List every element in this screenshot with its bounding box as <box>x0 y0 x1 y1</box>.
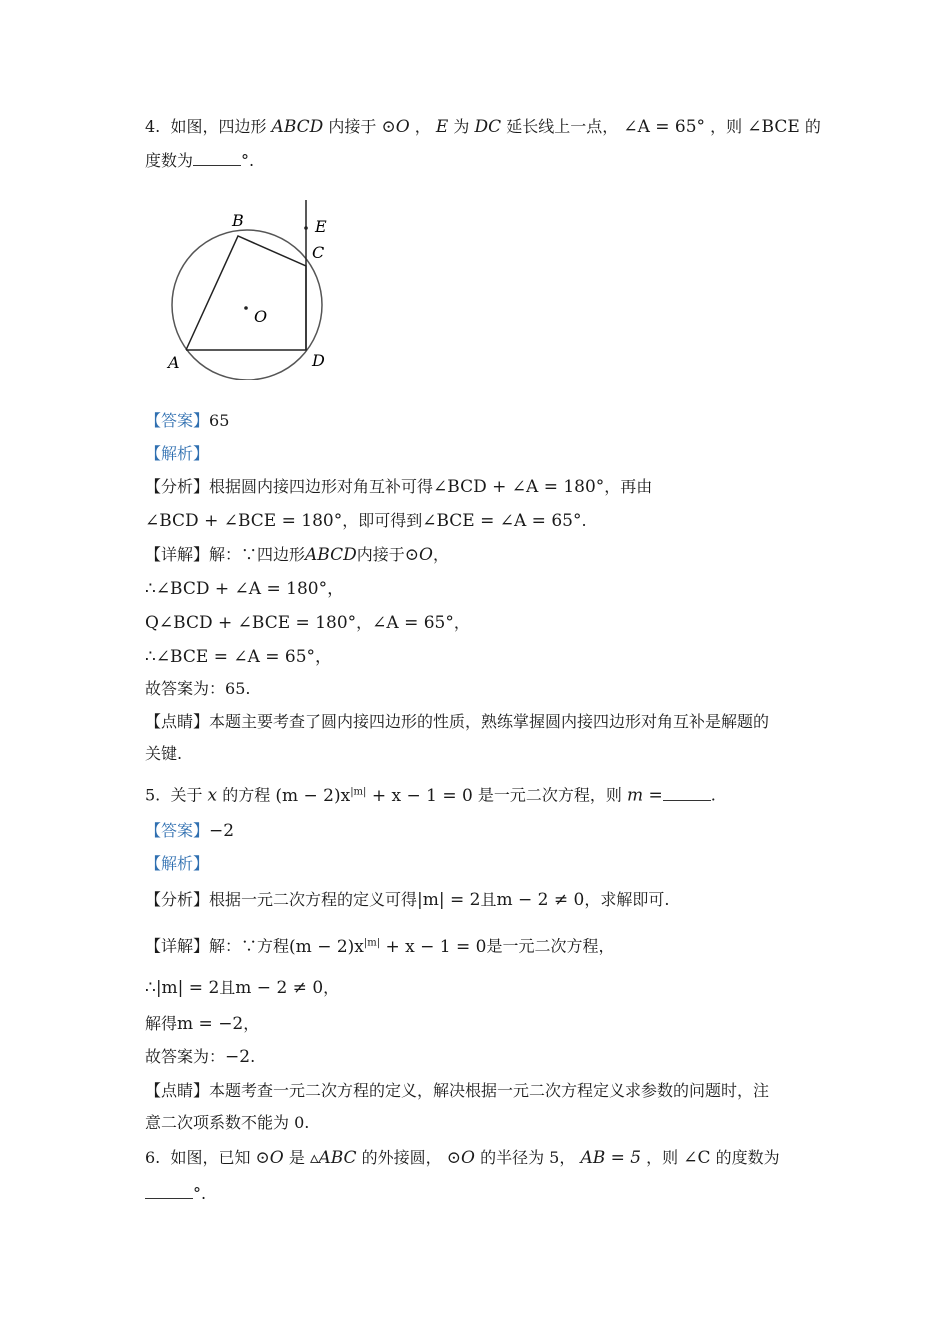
q4-step4 <box>145 678 250 700</box>
q5-dianjing-line2: 意二次项系数不能为 0. <box>145 1113 310 1132</box>
text: 是一元二次方程， <box>486 936 615 956</box>
q4-fenxi-line1 <box>145 476 652 498</box>
q4-analysis-tag <box>145 443 209 465</box>
text: ， <box>243 1014 260 1033</box>
q5-step3 <box>145 1046 255 1068</box>
math: −2 <box>225 1047 251 1067</box>
text: ，求解即可. <box>584 890 670 909</box>
math: (m − 2)x <box>275 785 351 806</box>
math: ∴|m| = 2 <box>145 978 220 998</box>
math: + x − 1 = 0 <box>366 785 473 806</box>
q4-stem-line1 <box>145 116 821 138</box>
q5-step2 <box>145 1013 259 1035</box>
math: AB = 5 <box>580 1148 642 1168</box>
math: m = −2 <box>177 1014 244 1034</box>
text: 如图，四边形 <box>170 117 267 136</box>
math: ∠BCD + ∠A = 180° <box>433 477 605 497</box>
text: ， <box>414 117 431 136</box>
math: ∠BCD + ∠BCE = 180° <box>145 511 343 531</box>
q4-step2 <box>145 612 470 634</box>
math-sup: |m| <box>363 937 381 948</box>
math: |m| = 2 <box>417 890 481 910</box>
text: . <box>581 511 587 530</box>
text: ， <box>356 613 373 632</box>
question-number: 5. <box>145 785 161 805</box>
q5-analysis-tag <box>145 853 209 875</box>
answer-blank <box>145 1184 193 1199</box>
text: 的半径为 5， <box>480 1148 576 1167</box>
text: 的外接圆， <box>361 1148 442 1167</box>
text: 是 <box>288 1148 305 1167</box>
text: 度数为 <box>145 151 194 170</box>
math: ⊙O <box>255 1148 284 1168</box>
math: (m − 2)x <box>289 936 364 957</box>
math: ⊙O <box>404 545 433 565</box>
xiangjie-tag: 【详解】 <box>145 936 210 956</box>
q6-stem-line1 <box>145 1147 780 1169</box>
point-o <box>244 306 248 310</box>
answer-blank <box>663 786 711 801</box>
label-c: C <box>312 243 325 262</box>
q4-dianjing-line2: 关键. <box>145 744 183 763</box>
text: 内接于 <box>328 117 377 136</box>
text: °. <box>193 1184 207 1203</box>
question-number: 6. <box>145 1148 161 1167</box>
math-sup: |m| <box>350 786 367 797</box>
math-angle-bce: ∠BCE <box>747 117 800 137</box>
math: ∠A = 65° <box>372 613 454 633</box>
text: ， <box>432 545 449 564</box>
text: 解：∵四边形 <box>209 545 306 564</box>
q5-stem <box>145 781 716 807</box>
text: . <box>250 1047 256 1066</box>
math: x <box>207 785 218 806</box>
q5-step1 <box>145 977 339 999</box>
answer-value: −2 <box>209 821 235 841</box>
quadrilateral-abcd <box>186 236 306 350</box>
math-angle-a: ∠A = 65° <box>623 117 706 137</box>
answer-tag: 【答案】 <box>145 411 210 430</box>
text: 是一元二次方程，则 <box>477 785 622 805</box>
question-number: 4. <box>145 117 161 136</box>
label-e: E <box>315 217 327 236</box>
text: ，则 <box>710 117 743 136</box>
math: ▵ABC <box>309 1148 357 1168</box>
text: 的 <box>804 117 821 136</box>
text: 65 <box>225 679 246 698</box>
q5-dianjing-line1 <box>145 1080 769 1102</box>
label-b: B <box>232 211 244 230</box>
analysis-tag: 【解析】 <box>145 444 210 463</box>
text: 本题主要考查了圆内接四边形的性质，熟练掌握圆内接四边形对角互补是解题的 <box>209 712 770 731</box>
text: °. <box>241 151 255 170</box>
answer-value: 65 <box>209 411 230 430</box>
q4-stem-line2 <box>145 150 254 172</box>
text: 故答案为： <box>145 679 226 698</box>
math: + x − 1 = 0 <box>380 936 487 957</box>
math: m − 2 ≠ 0 <box>235 978 324 998</box>
circle-o <box>172 230 325 380</box>
text: . <box>245 679 251 698</box>
xiangjie-tag: 【详解】 <box>145 545 210 564</box>
answer-tag: 【答案】 <box>145 821 210 840</box>
math-abcd: ABCD <box>271 117 324 137</box>
text: ，即可得到 <box>342 511 423 530</box>
q4-step1: ∴∠BCD + ∠A = 180°， <box>145 579 345 599</box>
text: 根据一元二次方程的定义可得 <box>209 890 418 909</box>
text: 解得 <box>145 1014 178 1033</box>
fenxi-tag: 【分析】 <box>145 477 210 496</box>
label-a: A <box>168 353 180 372</box>
text: 延长线上一点， <box>506 117 619 136</box>
math-dc: DC <box>474 117 502 137</box>
q6-stem-line2 <box>145 1183 206 1205</box>
text: 且 <box>480 890 497 909</box>
math-e: E <box>435 117 449 137</box>
text: 故答案为： <box>145 1047 226 1066</box>
text: 解：∵方程 <box>209 936 290 956</box>
text: 且 <box>219 978 236 997</box>
text: 根据圆内接四边形对角互补可得 <box>209 477 434 496</box>
text: ， <box>323 978 340 997</box>
fenxi-tag: 【分析】 <box>145 890 210 909</box>
text: 如图，已知 <box>170 1148 251 1167</box>
text: 的方程 <box>222 785 271 805</box>
dianjing-tag: 【点睛】 <box>145 712 210 731</box>
math: ⊙O <box>446 1148 475 1168</box>
q5-fenxi <box>145 889 669 911</box>
text: 本题考查一元二次方程的定义，解决根据一元二次方程定义求参数的问题时，注 <box>209 1081 770 1100</box>
q4-step3: ∴∠BCE = ∠A = 65°， <box>145 647 333 667</box>
q4-xiangjie-line <box>145 544 449 566</box>
q5-xiangjie <box>145 932 615 958</box>
q4-figure <box>160 200 340 380</box>
q5-answer <box>145 820 234 842</box>
dianjing-tag: 【点睛】 <box>145 1081 210 1100</box>
math: ABCD <box>305 545 357 565</box>
math: ∠BCE = ∠A = 65° <box>422 511 582 531</box>
point-e <box>304 226 308 230</box>
math-circle-o: ⊙O <box>381 117 410 137</box>
text: 关于 <box>170 785 203 805</box>
math: Q∠BCD + ∠BCE = 180° <box>145 613 357 633</box>
label-d: D <box>312 351 325 370</box>
text: . <box>710 785 716 805</box>
q4-fenxi-line2 <box>145 510 587 532</box>
text: ，则 <box>646 1148 679 1167</box>
answer-blank <box>193 151 241 166</box>
analysis-tag: 【解析】 <box>145 854 210 873</box>
q4-answer <box>145 410 229 432</box>
label-o: O <box>254 307 268 326</box>
text: 为 <box>453 117 470 136</box>
text: 内接于 <box>356 545 405 564</box>
q4-dianjing-line1 <box>145 711 769 733</box>
math: ∠C <box>683 1148 711 1168</box>
text: ， <box>453 613 470 632</box>
text: 的度数为 <box>715 1148 780 1167</box>
math: m = <box>627 785 663 806</box>
math: m − 2 ≠ 0 <box>496 890 585 910</box>
text: ，再由 <box>604 477 653 496</box>
